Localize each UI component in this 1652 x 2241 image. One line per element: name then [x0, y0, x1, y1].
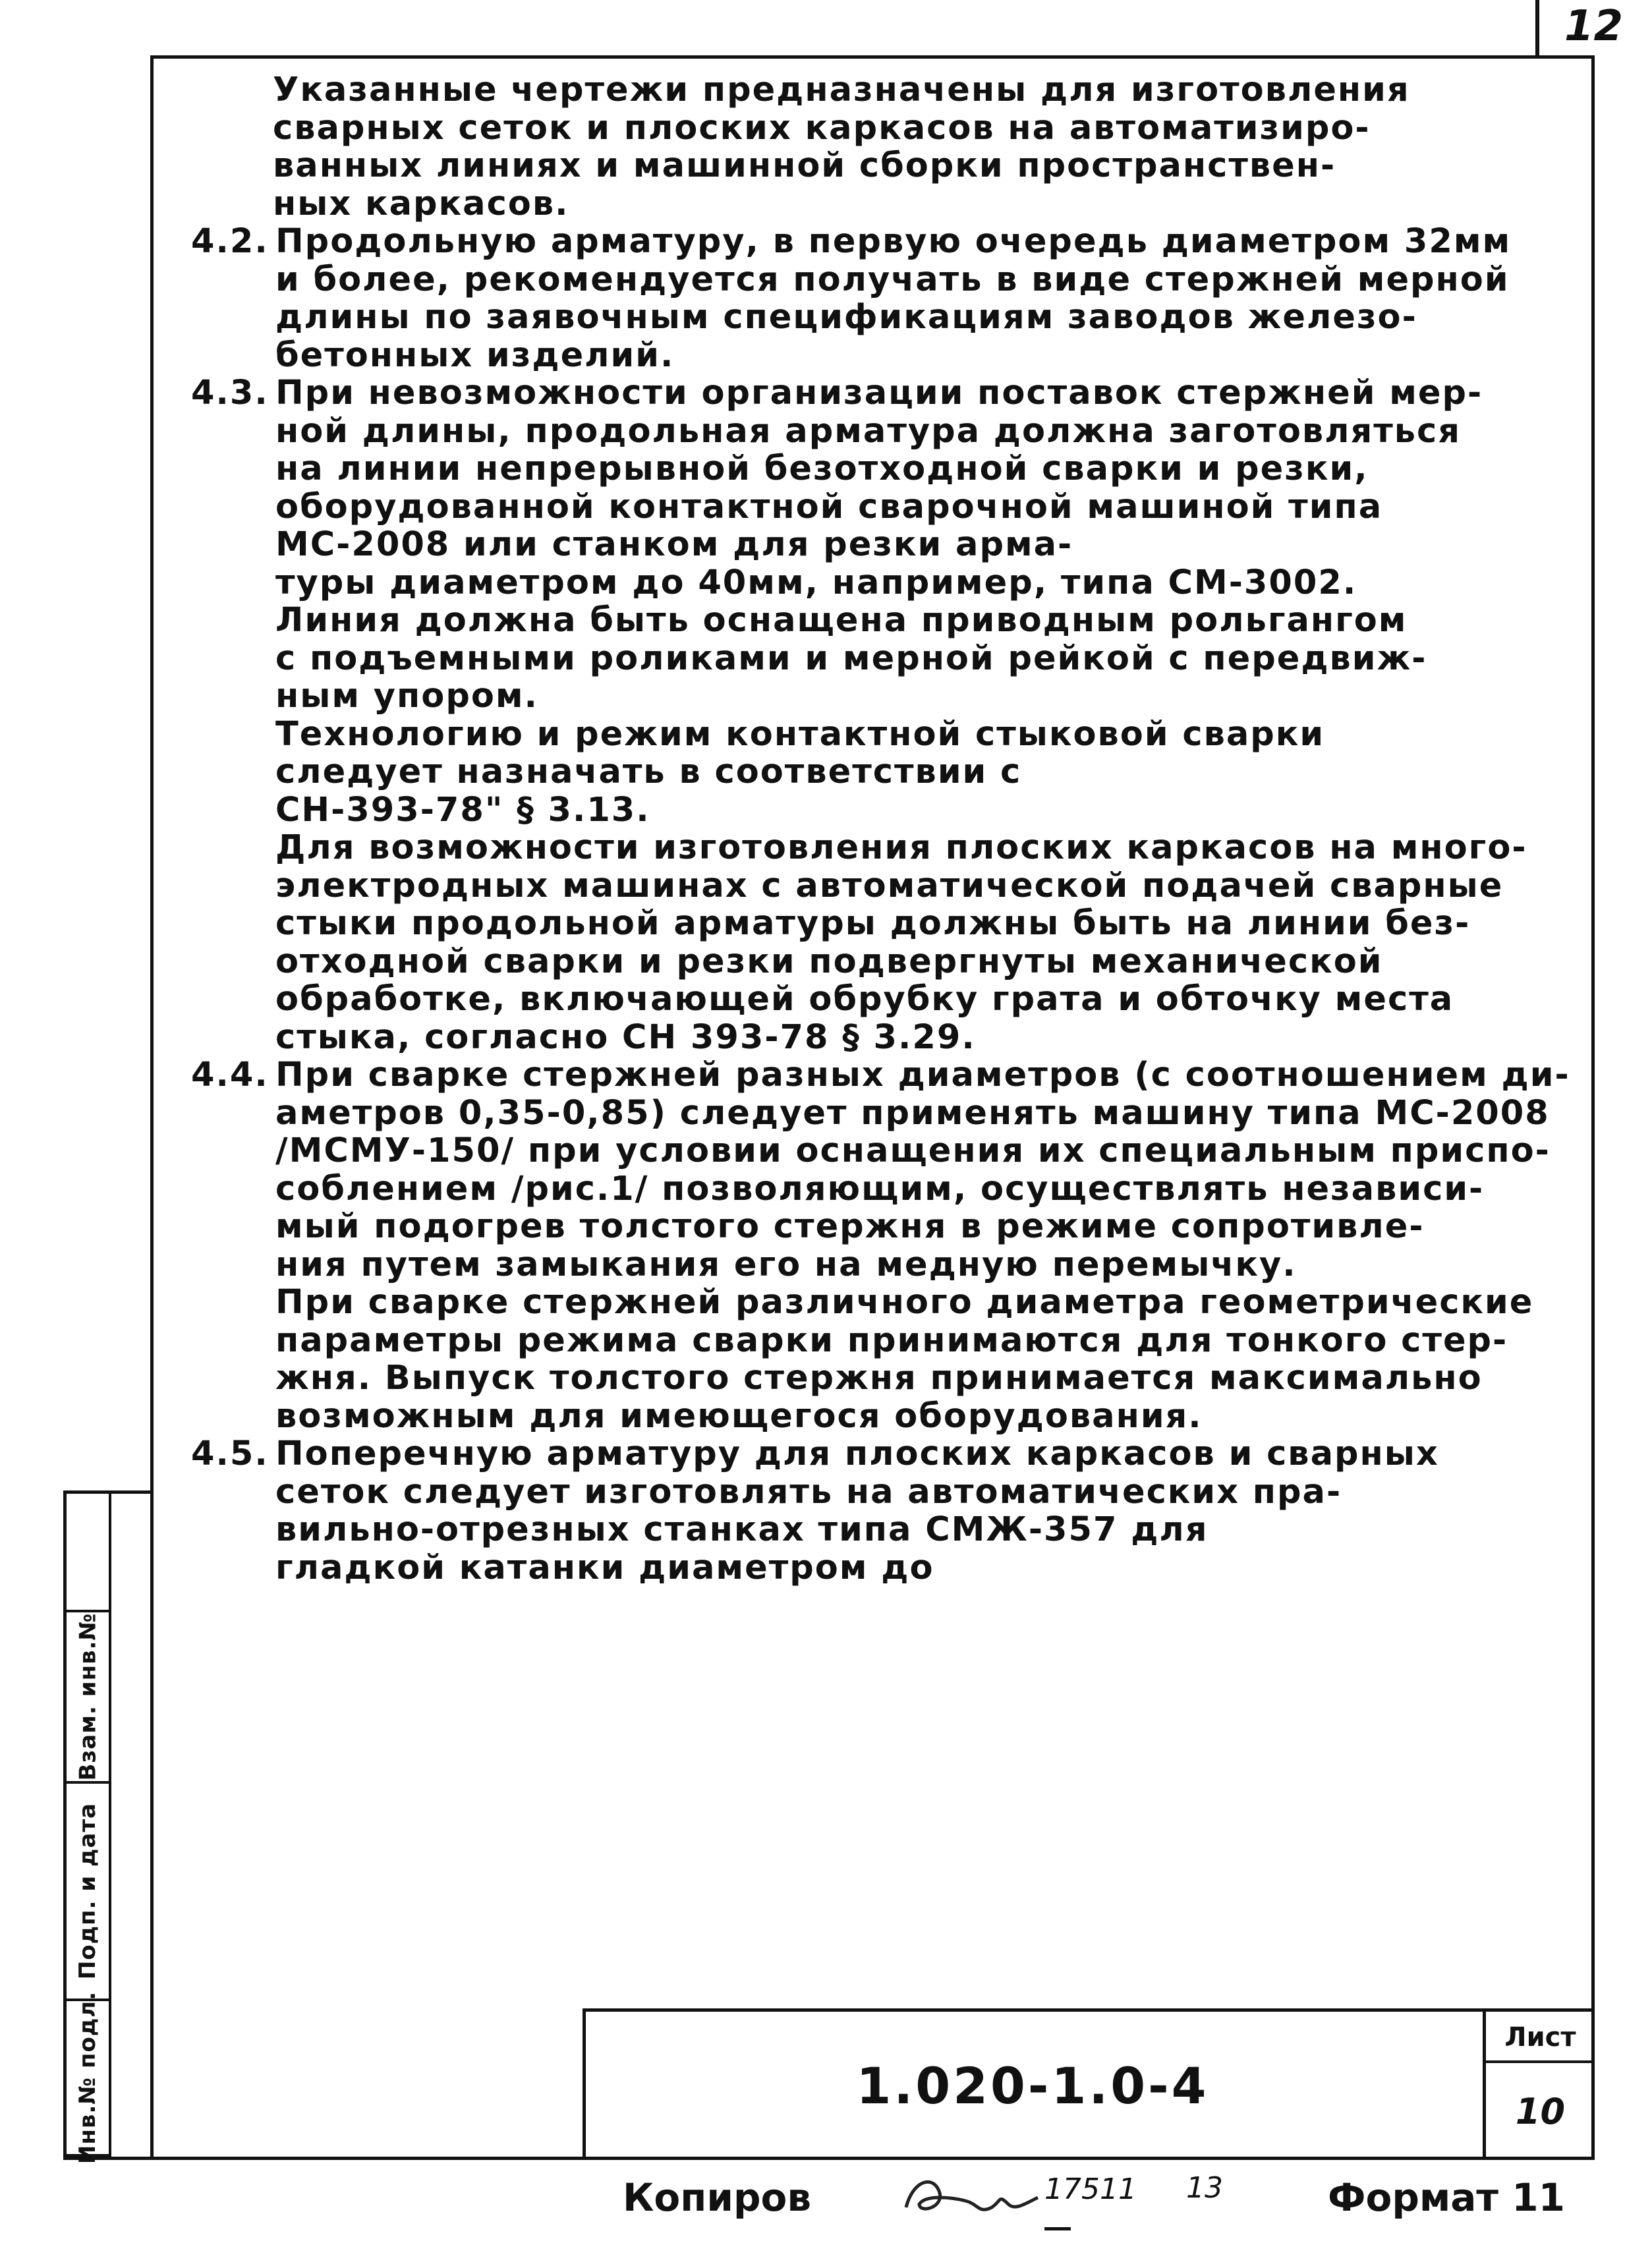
line-text: ных каркасов. [273, 184, 569, 223]
line-text: оборудованной контактной сварочной машиной типа [275, 488, 1383, 526]
text-line [191, 1398, 1581, 1436]
text-line [191, 374, 1581, 412]
line-text: ной длины, продольная арматура должна заготовляться [275, 412, 1462, 450]
line-text: Поперечную арматуру для плоских каркасов и сварных [275, 1435, 1439, 1473]
text-line [191, 147, 1581, 185]
text-line [191, 716, 1581, 754]
line-text: следует назначать в соответствии с [275, 753, 1022, 791]
text-line [191, 1359, 1581, 1398]
text-line [191, 1056, 1581, 1094]
sheet-number: 12 [1564, 2, 1624, 51]
line-text: мый подогрев толстого стержня в режиме сопротивле- [275, 1208, 1425, 1246]
line-text: длины по заявочным спецификациям заводов железо- [275, 298, 1417, 337]
line-text: /МСМУ-150/ при условии оснащения их специальным приспо- [275, 1132, 1551, 1170]
line-text: стыки продольной арматуры должны быть на линии без- [275, 905, 1471, 943]
text-line [191, 1511, 1581, 1549]
format-label: Формат 11 [1328, 2175, 1565, 2220]
text-line [191, 1435, 1581, 1473]
line-text: соблением /рис.1/ позволяющим, осуществлять независи- [275, 1170, 1485, 1208]
line-text: гладкой катанки диаметром до [275, 1548, 934, 1587]
line-text: стыка, согласно СН 393-78 § 3.29. [275, 1018, 976, 1056]
text-line [191, 753, 1581, 791]
line-text: Указанные чертежи предназначены для изготовления [273, 71, 1410, 109]
text-line [191, 943, 1581, 981]
document-code: 1.020-1.0-4 [856, 2057, 1209, 2115]
text-line [191, 1549, 1581, 1587]
copier-signature [899, 2168, 1051, 2227]
line-text: Линия должна быть оснащена приводным рольгангом [275, 602, 1408, 640]
text-line [191, 71, 1581, 109]
text-line [191, 564, 1581, 602]
order-number: 17511 [1044, 2172, 1137, 2206]
text-line [191, 1322, 1581, 1360]
line-text: с подъемными роликами и мерной рейкой с передвиж- [275, 639, 1427, 677]
side-stamp-label: Подп. и дата [74, 1802, 101, 1980]
line-text: и более, рекомендуется получать в виде стержней мерной [275, 260, 1510, 298]
sheet-box [1483, 2012, 1595, 2160]
text-line [191, 1170, 1581, 1208]
text-line [191, 905, 1581, 943]
line-text: Продольную арматуру, в первую очередь диаметром 32мм [275, 223, 1512, 261]
text-line [191, 829, 1581, 867]
clause-number: 4.3. [191, 374, 269, 412]
text-line [191, 980, 1581, 1019]
line-text: МС-2008 или станком для резки арма- [275, 526, 1073, 564]
line-text: аметров 0,35-0,85) следует применять машину типа МС-2008 [275, 1094, 1550, 1132]
text-line [191, 1473, 1581, 1512]
text-line [191, 677, 1581, 716]
text-line [191, 450, 1581, 488]
line-text: ным упором. [275, 677, 538, 716]
title-block [583, 2008, 1595, 2160]
text-line [191, 1284, 1581, 1322]
text-line [191, 185, 1581, 223]
line-text: бетонных изделий. [275, 336, 675, 374]
line-text: возможным для имеющегося оборудования. [275, 1397, 1203, 1435]
signature-underline [1044, 2227, 1071, 2230]
line-text: При невозможности организации поставок стержней мер- [275, 374, 1483, 412]
line-text: сеток следует изготовлять на автоматических пра- [275, 1473, 1342, 1511]
text-line [191, 1019, 1581, 1057]
text-line [191, 1208, 1581, 1246]
side-stamp [63, 1490, 150, 2165]
text-line [191, 526, 1581, 564]
side-stamp-cell [67, 1494, 109, 1612]
text-line [191, 791, 1581, 830]
line-text: на линии непрерывной безотходной сварки и резки, [275, 450, 1369, 488]
line-text: жня. Выпуск толстого стержня принимается максимально [275, 1359, 1483, 1398]
text-line [191, 1246, 1581, 1284]
line-text: При сварке стержней разных диаметров (с соотношением ди- [275, 1056, 1570, 1094]
text-line [191, 337, 1581, 375]
clause-number: 4.4. [191, 1056, 269, 1094]
sheet-page-number: 10 [1515, 2091, 1566, 2132]
line-text: электродных машинах с автоматической подачей сварные [275, 866, 1504, 905]
line-text: туры диаметром до 40мм, например, типа СМ-3002. [275, 563, 1357, 602]
text-line [191, 867, 1581, 905]
clause-number: 4.2. [191, 223, 269, 261]
line-text: ванных линиях и машинной сборки пространствен- [273, 147, 1336, 185]
text-line [191, 298, 1581, 337]
line-text: обработке, включающей обрубку грата и обточку места [275, 980, 1454, 1019]
clause-number: 4.5. [191, 1435, 269, 1473]
text-line [191, 109, 1581, 148]
line-text: отходной сварки и резки подвергнуты механической [275, 942, 1383, 980]
side-stamp-cell [67, 1612, 109, 1784]
copy-count: 13 [1186, 2171, 1223, 2205]
side-stamp-cell [67, 1991, 109, 2165]
line-text: При сварке стержней различного диаметра геометрические [275, 1284, 1534, 1322]
line-text: СН-393-78" § 3.13. [275, 791, 650, 829]
text-line [191, 488, 1581, 526]
side-stamp-label: Инв.№ подл. [74, 1991, 101, 2165]
sheet-label: Лист [1486, 2012, 1595, 2063]
text-line [191, 1094, 1581, 1133]
side-stamp-divider [109, 1494, 111, 2157]
line-text: Технологию и режим контактной стыковой сварки [275, 715, 1325, 753]
side-stamp-label: Взам. инв.№ [74, 1612, 101, 1781]
line-text: ния путем замыкания его на медную перемычку. [275, 1245, 1297, 1284]
side-stamp-cell [67, 1784, 109, 2001]
copied-label: Копиров [623, 2175, 812, 2220]
text-line [191, 412, 1581, 451]
text-line [191, 223, 1581, 261]
line-text: Для возможности изготовления плоских каркасов на много- [275, 829, 1527, 867]
line-text: вильно-отрезных станках типа СМЖ-357 для [275, 1511, 1209, 1549]
text-line [191, 1132, 1581, 1170]
text-line [191, 640, 1581, 678]
line-text: сварных сеток и плоских каркасов на автоматизиро- [273, 109, 1371, 147]
text-line [191, 602, 1581, 640]
line-text: параметры режима сварки принимаются для тонкого стер- [275, 1321, 1508, 1359]
text-line [191, 261, 1581, 299]
document-body [191, 71, 1581, 1587]
